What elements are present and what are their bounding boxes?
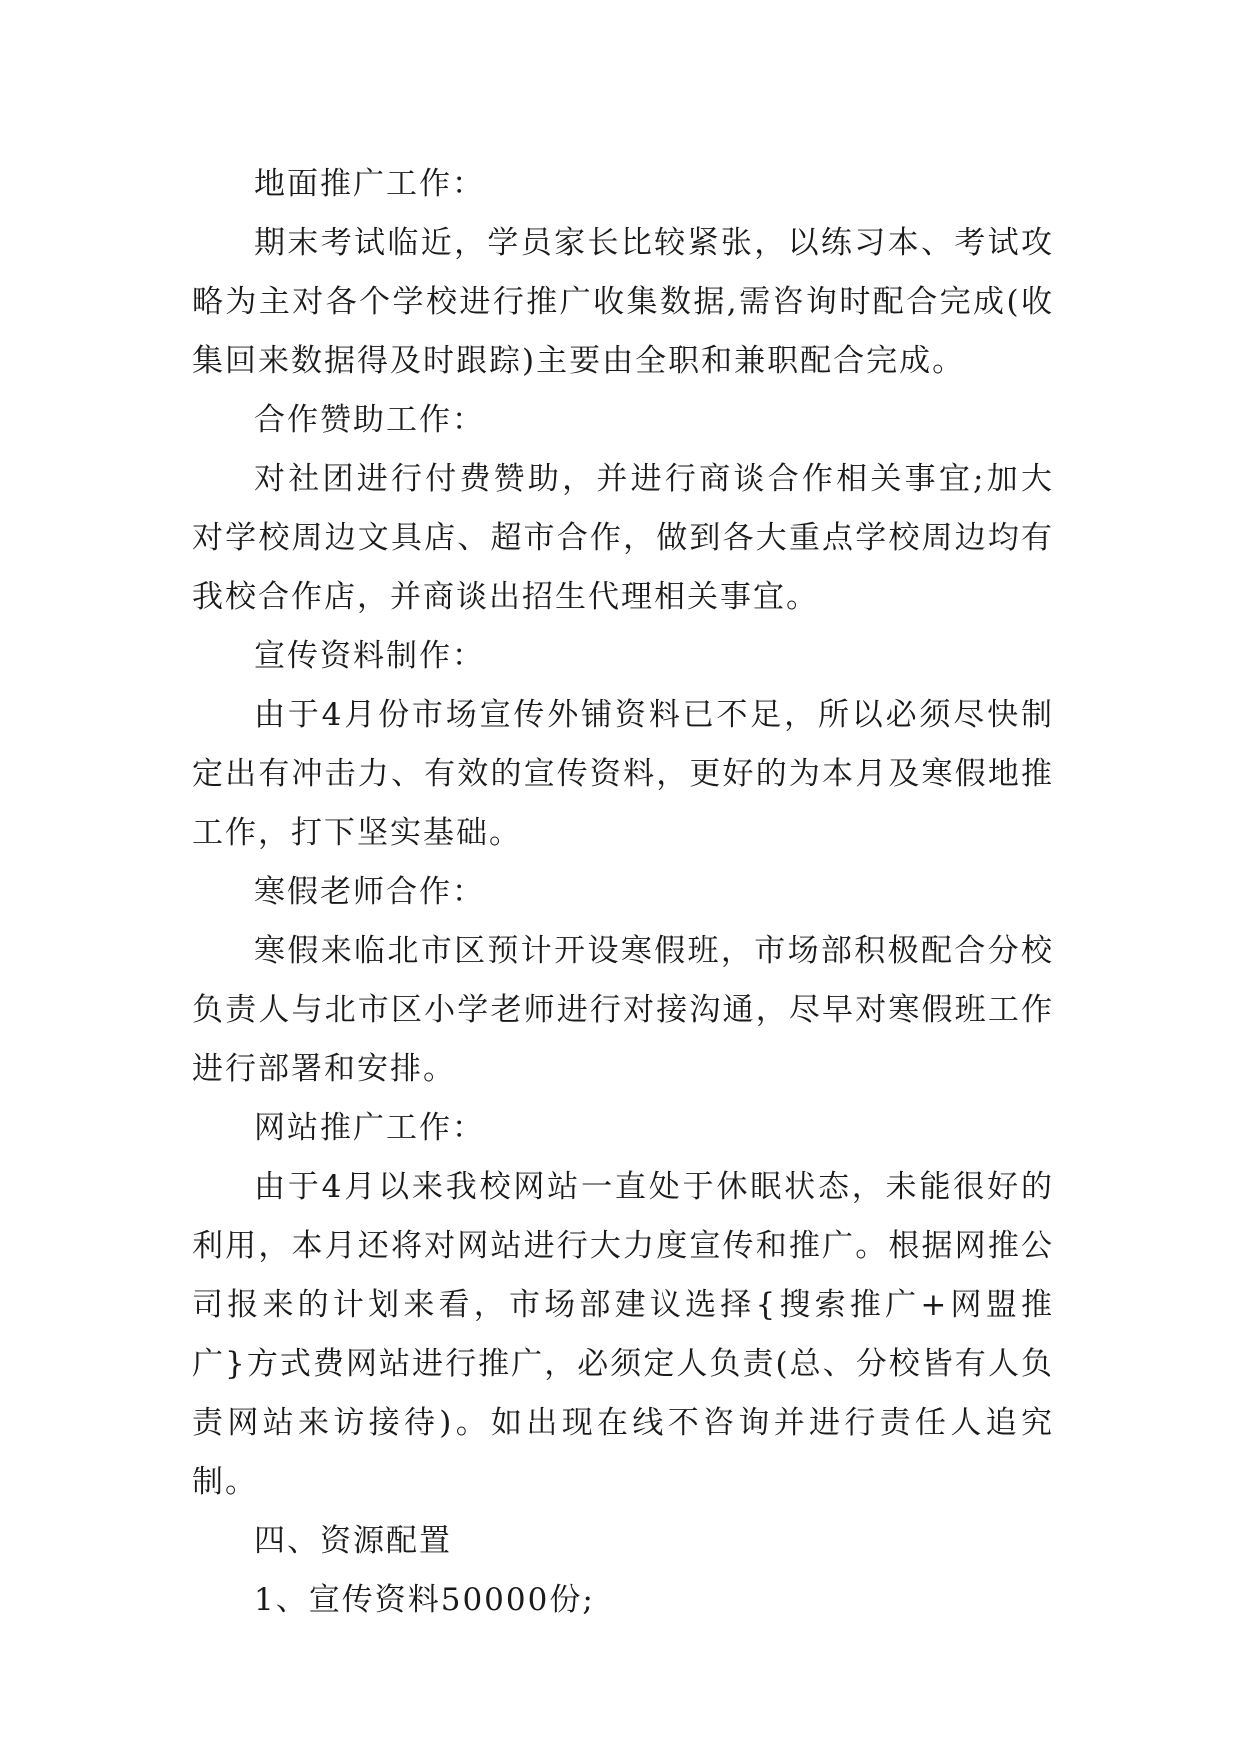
section-heading-sponsorship: 合作赞助工作： [254, 402, 485, 438]
paragraph-sponsorship: 对社团进行付费赞助，并进行商谈合作相关事宜;加大对学校周边文具店、超市合作，做到各大重点学校周边均有我校合作店，并商谈出招生代理相关事宜。 [192, 461, 1054, 615]
document-body [192, 155, 1054, 1630]
paragraph-ground-promotion: 期末考试临近，学员家长比较紧张，以练习本、考试攻略为主对各个学校进行推广收集数据,需咨询时配合完成(收集回来数据得及时跟踪)主要由全职和兼职配合完成。 [192, 225, 1054, 379]
section-heading-resources: 四、资源配置 [254, 1523, 452, 1559]
paragraph-resources-item-1: 1、宣传资料50000份; [254, 1582, 595, 1618]
section-heading-materials: 宣传资料制作： [254, 638, 485, 674]
section-heading-winter-teachers: 寒假老师合作： [254, 874, 485, 910]
section-heading-website-promotion: 网站推广工作： [254, 1110, 485, 1146]
paragraph-materials: 由于4月份市场宣传外铺资料已不足，所以必须尽快制定出有冲击力、有效的宣传资料，更好的为本月及寒假地推工作，打下坚实基础。 [192, 697, 1054, 851]
paragraph-winter-teachers: 寒假来临北市区预计开设寒假班，市场部积极配合分校负责人与北市区小学老师进行对接沟通，尽早对寒假班工作进行部署和安排。 [192, 933, 1054, 1087]
section-heading-ground-promotion: 地面推广工作： [254, 166, 485, 202]
paragraph-website-promotion: 由于4月以来我校网站一直处于休眠状态，未能很好的利用，本月还将对网站进行大力度宣传和推广。根据网推公司报来的计划来看，市场部建议选择{搜索推广+网盟推广}方式费网站进行推广，必须定人负责(总、分校皆有人负责网站来访接待)。如出现在线不咨询并进行责任人追究制。 [192, 1169, 1054, 1500]
